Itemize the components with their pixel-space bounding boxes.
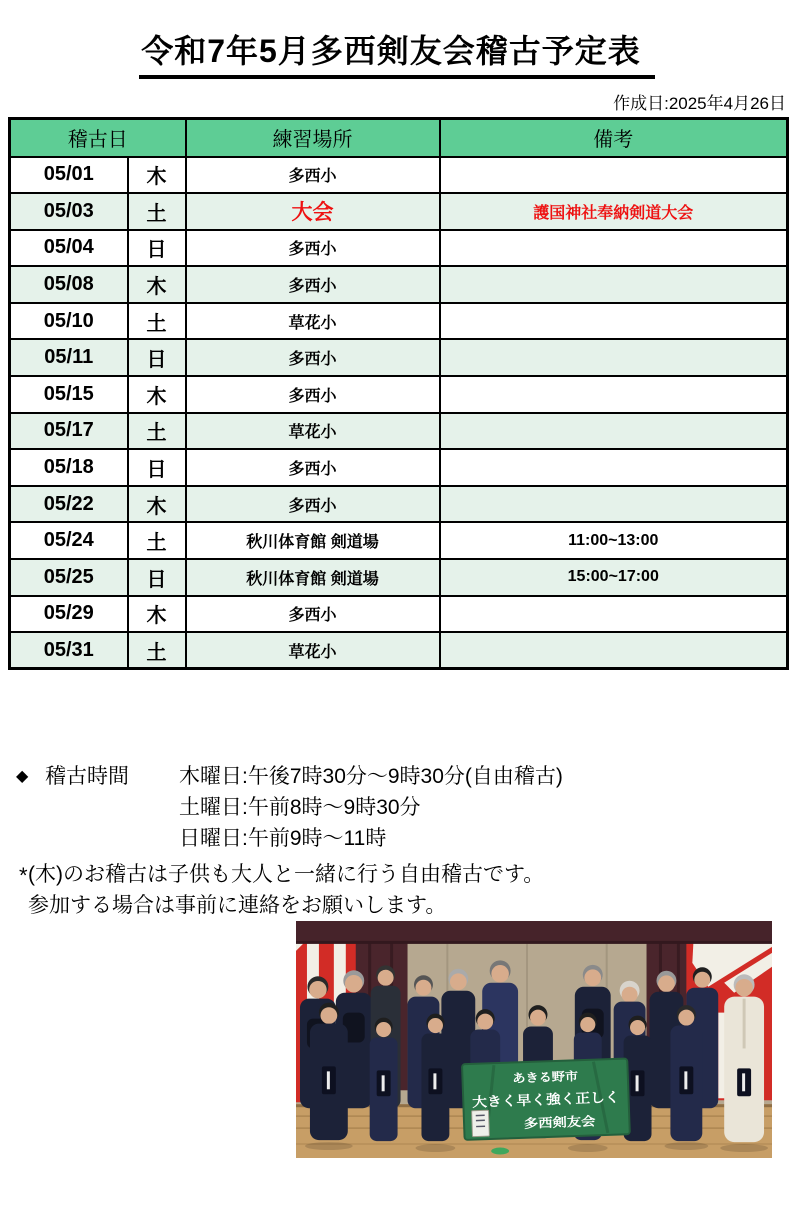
diamond-bullet-icon: ◆ [16,768,29,785]
practice-day: 木 [128,157,186,194]
table-row [10,413,788,450]
practice-date: 05/18 [10,449,128,486]
practice-day: 土 [128,522,186,559]
practice-location: 草花小 [186,413,440,450]
practice-time-label: 稽古時間 [45,765,129,788]
practice-location: 多西小 [186,449,440,486]
practice-date: 05/31 [10,632,128,669]
practice-location: 多西小 [186,596,440,633]
notes-section [0,761,780,921]
practice-date: 05/25 [10,559,128,596]
table-row [10,303,788,340]
practice-remarks: 護国神社奉納剣道大会 [440,193,788,230]
practice-location: 秋川体育館 剣道場 [186,522,440,559]
practice-day: 木 [128,486,186,523]
practice-remarks [440,157,788,194]
practice-date: 05/10 [10,303,128,340]
created-date: 作成日:2025年4月26日 [613,94,786,113]
practice-remarks [440,339,788,376]
practice-date: 05/11 [10,339,128,376]
practice-day: 木 [128,266,186,303]
practice-day: 土 [128,632,186,669]
group-photo [295,921,773,1158]
practice-day: 木 [128,376,186,413]
practice-location: 大会 [186,193,440,230]
practice-location: 草花小 [186,303,440,340]
practice-date: 05/15 [10,376,128,413]
table-row [10,193,788,230]
table-row [10,157,788,194]
asterisk-note-lines [28,859,780,921]
table-row [10,596,788,633]
practice-location: 多西小 [186,266,440,303]
practice-day: 土 [128,413,186,450]
schedule-table [8,117,789,670]
header-remarks: 備考 [440,119,788,157]
header-practice-location: 練習場所 [186,119,440,157]
banner-line-3: 多西剣友会 [523,1114,587,1131]
white-robed-member [724,974,764,1142]
practice-remarks [440,486,788,523]
table-row [10,266,788,303]
table-row [10,632,788,669]
practice-location: 多西小 [186,230,440,267]
practice-time-lines [179,761,780,854]
practice-location: 多西小 [186,157,440,194]
table-row [10,486,788,523]
thursday-time: 木曜日:午後7時30分～9時30分(自由稽古) [179,765,563,788]
practice-remarks [440,596,788,633]
practice-date: 05/08 [10,266,128,303]
table-row [10,376,788,413]
table-row [10,559,788,596]
practice-remarks [440,230,788,267]
note-line-2: 参加する場合は事前に連絡をお願いします。 [28,894,447,917]
practice-date: 05/29 [10,596,128,633]
practice-location: 秋川体育館 剣道場 [186,559,440,596]
practice-day: 土 [128,303,186,340]
practice-remarks [440,376,788,413]
practice-location: 多西小 [186,376,440,413]
practice-date: 05/17 [10,413,128,450]
practice-remarks [440,303,788,340]
practice-remarks [440,632,788,669]
table-row [10,449,788,486]
page-title: 令和7年5月多西剣友会稽古予定表 [139,26,655,79]
schedule-table-body [10,157,788,669]
table-row [10,522,788,559]
practice-time-block [0,761,780,854]
practice-remarks [440,266,788,303]
practice-day: 日 [128,559,186,596]
practice-remarks: 15:00~17:00 [440,559,788,596]
practice-day: 土 [128,193,186,230]
table-header-row [10,119,788,157]
stage-valance [296,921,772,944]
practice-location: 多西小 [186,339,440,376]
asterisk-note-block [0,859,780,921]
banner-line-2: 大きく早く強く正しく [472,1090,607,1110]
sunday-time: 日曜日:午前9時～11時 [179,827,387,850]
practice-date: 05/22 [10,486,128,523]
asterisk-mark: * [19,863,28,888]
practice-location: 多西小 [186,486,440,523]
practice-date: 05/04 [10,230,128,267]
table-row [10,230,788,267]
practice-day: 日 [128,339,186,376]
practice-date: 05/01 [10,157,128,194]
table-row [10,339,788,376]
practice-day: 日 [128,230,186,267]
header-practice-date: 稽古日 [10,119,186,157]
practice-remarks [440,449,788,486]
practice-date: 05/24 [10,522,128,559]
note-line-1: (木)のお稽古は子供も大人と一緒に行う自由稽古です。 [28,863,545,886]
practice-day: 木 [128,596,186,633]
banner-line-1: あきる野市 [512,1069,573,1086]
saturday-time: 土曜日:午前8時～9時30分 [179,796,421,819]
practice-day: 日 [128,449,186,486]
practice-remarks: 11:00~13:00 [440,522,788,559]
page-title-wrap [0,26,794,79]
practice-date: 05/03 [10,193,128,230]
practice-location: 草花小 [186,632,440,669]
practice-remarks [440,413,788,450]
floor-marker [491,1148,509,1155]
banner-emblem [472,1110,490,1136]
club-banner [462,1059,630,1140]
